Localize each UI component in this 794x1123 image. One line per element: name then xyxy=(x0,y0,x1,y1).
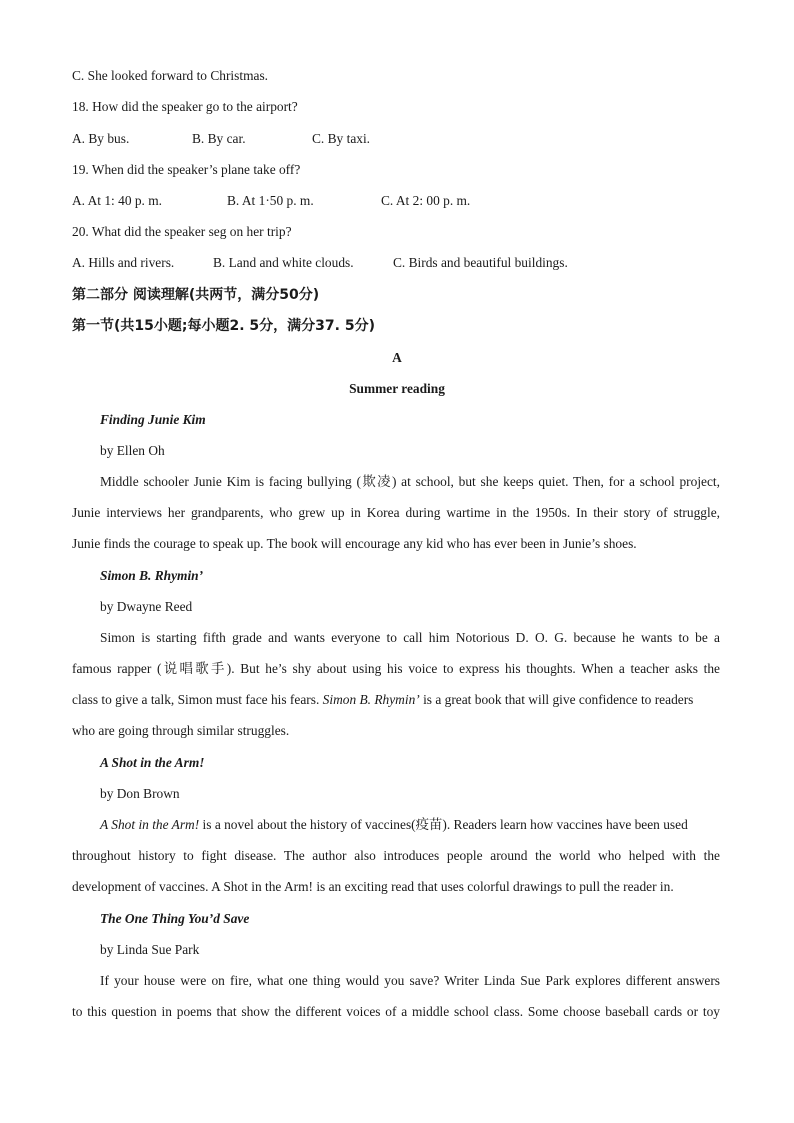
passage-title: Summer reading xyxy=(349,381,445,396)
q19-option-b: B. At 1·50 p. m. xyxy=(227,193,314,208)
body-line-mixed xyxy=(100,816,720,834)
book-title: Simon B. Rhymin’ xyxy=(100,568,204,583)
q20-stem: 20. What did the speaker seg on her trip? xyxy=(72,224,292,239)
body-line: If your house were on fire, what one thing would you save? Writer Linda Sue Park explores different answers xyxy=(100,973,720,988)
q18-option-a: A. By bus. xyxy=(72,131,130,146)
section1-heading: 第一节(共15小题;每小题2. 5分，满分37. 5分) xyxy=(72,318,375,334)
book-author: by Don Brown xyxy=(100,786,180,801)
q17-option-c: C. She looked forward to Christmas. xyxy=(72,68,269,83)
q20-options xyxy=(72,254,720,272)
q20-option-c: C. Birds and beautiful buildings. xyxy=(393,255,568,270)
book-title: A Shot in the Arm! xyxy=(100,755,205,770)
body-line: Junie interviews her grandparents, who grew up in Korea during wartime in the 1950s. In their story of struggle, xyxy=(72,505,720,520)
book-author: by Ellen Oh xyxy=(100,443,165,458)
book-author: by Dwayne Reed xyxy=(100,599,193,614)
book-author: by Linda Sue Park xyxy=(100,942,200,957)
q19-stem: 19. When did the speaker’s plane take off? xyxy=(72,162,301,177)
q20-option-b: B. Land and white clouds. xyxy=(213,255,354,270)
body-line: Junie finds the courage to speak up. The book will encourage any kid who has ever been in Junie’s shoes. xyxy=(72,536,637,551)
q18-option-c: C. By taxi. xyxy=(312,131,371,146)
body-line: development of vaccines. A Shot in the Arm! is an exciting read that uses colorful drawings to pull the reader in. xyxy=(72,879,674,894)
part2-heading: 第二部分 阅读理解(共两节，满分50分) xyxy=(72,287,320,303)
body-line: to this question in poems that show the different voices of a middle school class. Some choose baseball cards or toy xyxy=(72,1004,720,1019)
body-text: is a great book that will give confidence to readers xyxy=(419,692,694,707)
passage-letter: A xyxy=(392,350,402,365)
body-text: class to give a talk, Simon must face his fears. xyxy=(72,692,320,707)
inline-book-title: Simon B. Rhymin’ xyxy=(322,692,420,707)
body-line: famous rapper (说唱歌手). But he’s shy about using his voice to express his thoughts. When a teacher asks the xyxy=(72,661,720,676)
q19-options xyxy=(72,192,720,210)
body-text: is a novel about the history of vaccines(疫苗). Readers learn how vaccines have been used xyxy=(199,817,688,832)
body-line: throughout history to fight disease. The author also introduces people around the world who helped with the xyxy=(72,848,720,863)
q19-option-a: A. At 1: 40 p. m. xyxy=(72,193,163,208)
body-line: Middle schooler Junie Kim is facing bullying (欺凌) at school, but she keeps quiet. Then, for a school project, xyxy=(100,474,720,489)
inline-book-title: A Shot in the Arm! xyxy=(100,817,200,832)
book-title: The One Thing You’d Save xyxy=(100,911,250,926)
q18-options xyxy=(72,130,720,148)
book-title: Finding Junie Kim xyxy=(100,412,206,427)
body-line: who are going through similar struggles. xyxy=(72,723,290,738)
q18-option-b: B. By car. xyxy=(192,131,246,146)
body-line-mixed xyxy=(72,691,720,709)
q20-option-a: A. Hills and rivers. xyxy=(72,255,175,270)
q19-option-c: C. At 2: 00 p. m. xyxy=(381,193,471,208)
q18-stem: 18. How did the speaker go to the airport? xyxy=(72,99,298,114)
body-line: Simon is starting fifth grade and wants everyone to call him Notorious D. O. G. because he wants to be a xyxy=(100,630,720,645)
